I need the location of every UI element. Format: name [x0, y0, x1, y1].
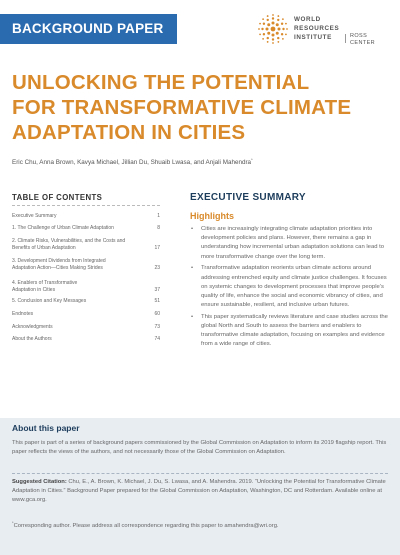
toc-item-label: 1. The Challenge of Urban Climate Adaptation	[12, 225, 114, 231]
toc-item-label: Executive Summary	[12, 213, 57, 219]
toc-item-page: 8	[157, 225, 160, 231]
toc-item-label: About the Authors	[12, 336, 52, 342]
authors-text: Eric Chu, Anna Brown, Kavya Michael, Jillian Du, Shuaib Lwasa, and Anjali Mahendra	[12, 159, 252, 167]
toc-item-label: 2. Climate Risks, Vulnerabilities, and the Costs and Benefits of Urban Adaptation	[12, 238, 126, 251]
logo-dot	[278, 28, 281, 31]
author-list	[12, 157, 253, 166]
about-heading: About this paper	[12, 423, 80, 433]
logo-dot	[272, 42, 274, 44]
toc-item-page: 51	[154, 298, 160, 304]
document-type-badge: BACKGROUND PAPER	[0, 14, 177, 44]
logo-dot	[259, 33, 261, 35]
logo-dot	[282, 38, 284, 40]
logo-dot	[262, 38, 264, 40]
logo-dot	[277, 37, 279, 39]
toc-item-label: 3. Development Dividends from Integrated Adaptation Action—Cities Making Strides	[12, 258, 106, 271]
logo-line-3: INSTITUTE	[294, 34, 332, 41]
logo-line-1: WORLD	[294, 16, 321, 23]
toc-item[interactable]	[12, 324, 160, 331]
highlights-heading: Highlights	[190, 211, 234, 221]
toc-item-label: Endnotes	[12, 311, 34, 317]
logo-dot	[277, 19, 279, 21]
logo-dot	[285, 33, 287, 35]
logo-center-line-2: CENTER	[350, 39, 376, 46]
logo-dot	[263, 23, 265, 25]
logo-dot	[272, 22, 275, 25]
toc-item-page: 73	[154, 324, 160, 330]
highlight-bullet: • Transformative adaptation reorients urban climate actions around addressing entrenched equity and climate justice challenges. It focuses on systemic changes to development processes that improve people’s quality of life, enhance the social and economic vibrancy of cities, and ensure sustainable, resilient, and inclusive urban futures.	[190, 264, 390, 310]
highlight-bullet: • Cities are increasingly integrating climate adaptation priorities into development policies and plans. However, there remains a gap in understanding how incremental urban adaptation solutions can lead to more transformative change over the long term.	[190, 225, 390, 262]
wri-logo	[258, 12, 388, 46]
logo-dot	[281, 33, 283, 35]
executive-summary-heading: EXECUTIVE SUMMARY	[190, 192, 306, 203]
toc-item[interactable]	[12, 336, 160, 343]
title-line: ADAPTATION IN CITIES	[12, 121, 246, 144]
author-footnote-mark: *	[251, 157, 253, 162]
toc-item-page: 37	[154, 287, 160, 293]
logo-dot	[261, 28, 263, 30]
correspondence-mark: *	[12, 520, 14, 525]
logo-dot	[263, 33, 265, 35]
logo-dot	[286, 28, 288, 30]
title-line: UNLOCKING THE POTENTIAL	[12, 71, 310, 94]
toc-item[interactable]	[12, 225, 160, 232]
logo-dot	[272, 14, 274, 16]
logo-dot	[277, 15, 279, 17]
logo-dot	[272, 34, 275, 37]
toc-item-label: Acknowledgments	[12, 324, 53, 330]
toc-item[interactable]	[12, 213, 160, 220]
logo-dot	[259, 23, 261, 25]
logo-center-name	[350, 33, 375, 46]
about-section	[0, 418, 400, 555]
highlight-bullet: • This paper systematically reviews literature and case studies across the global North and South to assess the barriers and enablers to transformative climate adaptation, focusing on examples and evidence from a wide range of cities.	[190, 313, 390, 350]
about-text: This paper is part of a series of background papers commissioned by the Global Commission on Adaptation to inform its 2019 flagship report. This paper reflects the views of the authors, and not necessarily those of the Global Commission on Adaptation.	[12, 440, 387, 455]
logo-dot	[272, 17, 274, 19]
logo-dot	[285, 23, 287, 25]
title-line: FOR TRANSFORMATIVE CLIMATE	[12, 96, 352, 119]
correspondence-note	[12, 518, 388, 531]
citation-label: Suggested Citation:	[12, 479, 67, 485]
logo-dot	[277, 41, 279, 43]
toc-item-page: 23	[154, 265, 160, 271]
paper-title	[12, 70, 392, 145]
toc-divider	[12, 205, 160, 206]
logo-dot	[276, 32, 279, 35]
toc-item[interactable]	[12, 238, 160, 252]
toc-item-page: 60	[154, 311, 160, 317]
toc-item[interactable]	[12, 298, 160, 305]
logo-center-line-1: ROSS	[350, 33, 368, 39]
toc-item[interactable]	[12, 258, 160, 272]
logo-dot	[262, 18, 264, 20]
logo-dot	[276, 23, 279, 26]
logo-divider	[345, 34, 346, 43]
logo-dot	[272, 38, 274, 40]
correspondence-text: Corresponding author. Please address all correspondence regarding this paper to amahendra@wri.org.	[13, 522, 279, 529]
citation-text: Chu, E., A. Brown, K. Michael, J. Du, S. Lwasa, and A. Mahendra. 2019. “Unlocking the Potential for Transformative Climate Adaptation in Cities.” Background Paper prepared for the Global Commission on Adaptation, Washington, DC and Rotterdam. Available online at www.gca.org.	[12, 479, 386, 503]
logo-wordmark	[294, 15, 339, 42]
toc-item-label: 5. Conclusion and Key Messages	[12, 298, 87, 304]
logo-dot	[282, 28, 284, 30]
wri-logo-mark-icon	[258, 14, 288, 44]
logo-dot	[267, 41, 269, 43]
logo-dot	[267, 23, 270, 26]
logo-dot	[267, 19, 269, 21]
logo-line-2: RESOURCES	[294, 25, 340, 32]
logo-dot	[282, 18, 284, 20]
about-divider	[12, 473, 388, 474]
toc-item[interactable]	[12, 280, 160, 294]
logo-dot	[267, 15, 269, 17]
logo-dot	[267, 37, 269, 39]
toc-item-label: 4. Enablers of Transformative Adaptation in Cities	[12, 280, 78, 293]
logo-dot	[266, 28, 269, 31]
logo-dot	[267, 32, 270, 35]
highlights-list	[190, 225, 390, 352]
suggested-citation	[12, 478, 388, 505]
toc-item[interactable]	[12, 311, 160, 318]
logo-center-dot	[271, 27, 276, 32]
toc-heading: TABLE OF CONTENTS	[12, 193, 103, 202]
logo-dot	[281, 23, 283, 25]
toc-item-page: 74	[154, 336, 160, 342]
logo-dot	[258, 28, 260, 30]
toc-item-page: 17	[154, 245, 160, 251]
toc-item-page: 1	[157, 213, 160, 219]
